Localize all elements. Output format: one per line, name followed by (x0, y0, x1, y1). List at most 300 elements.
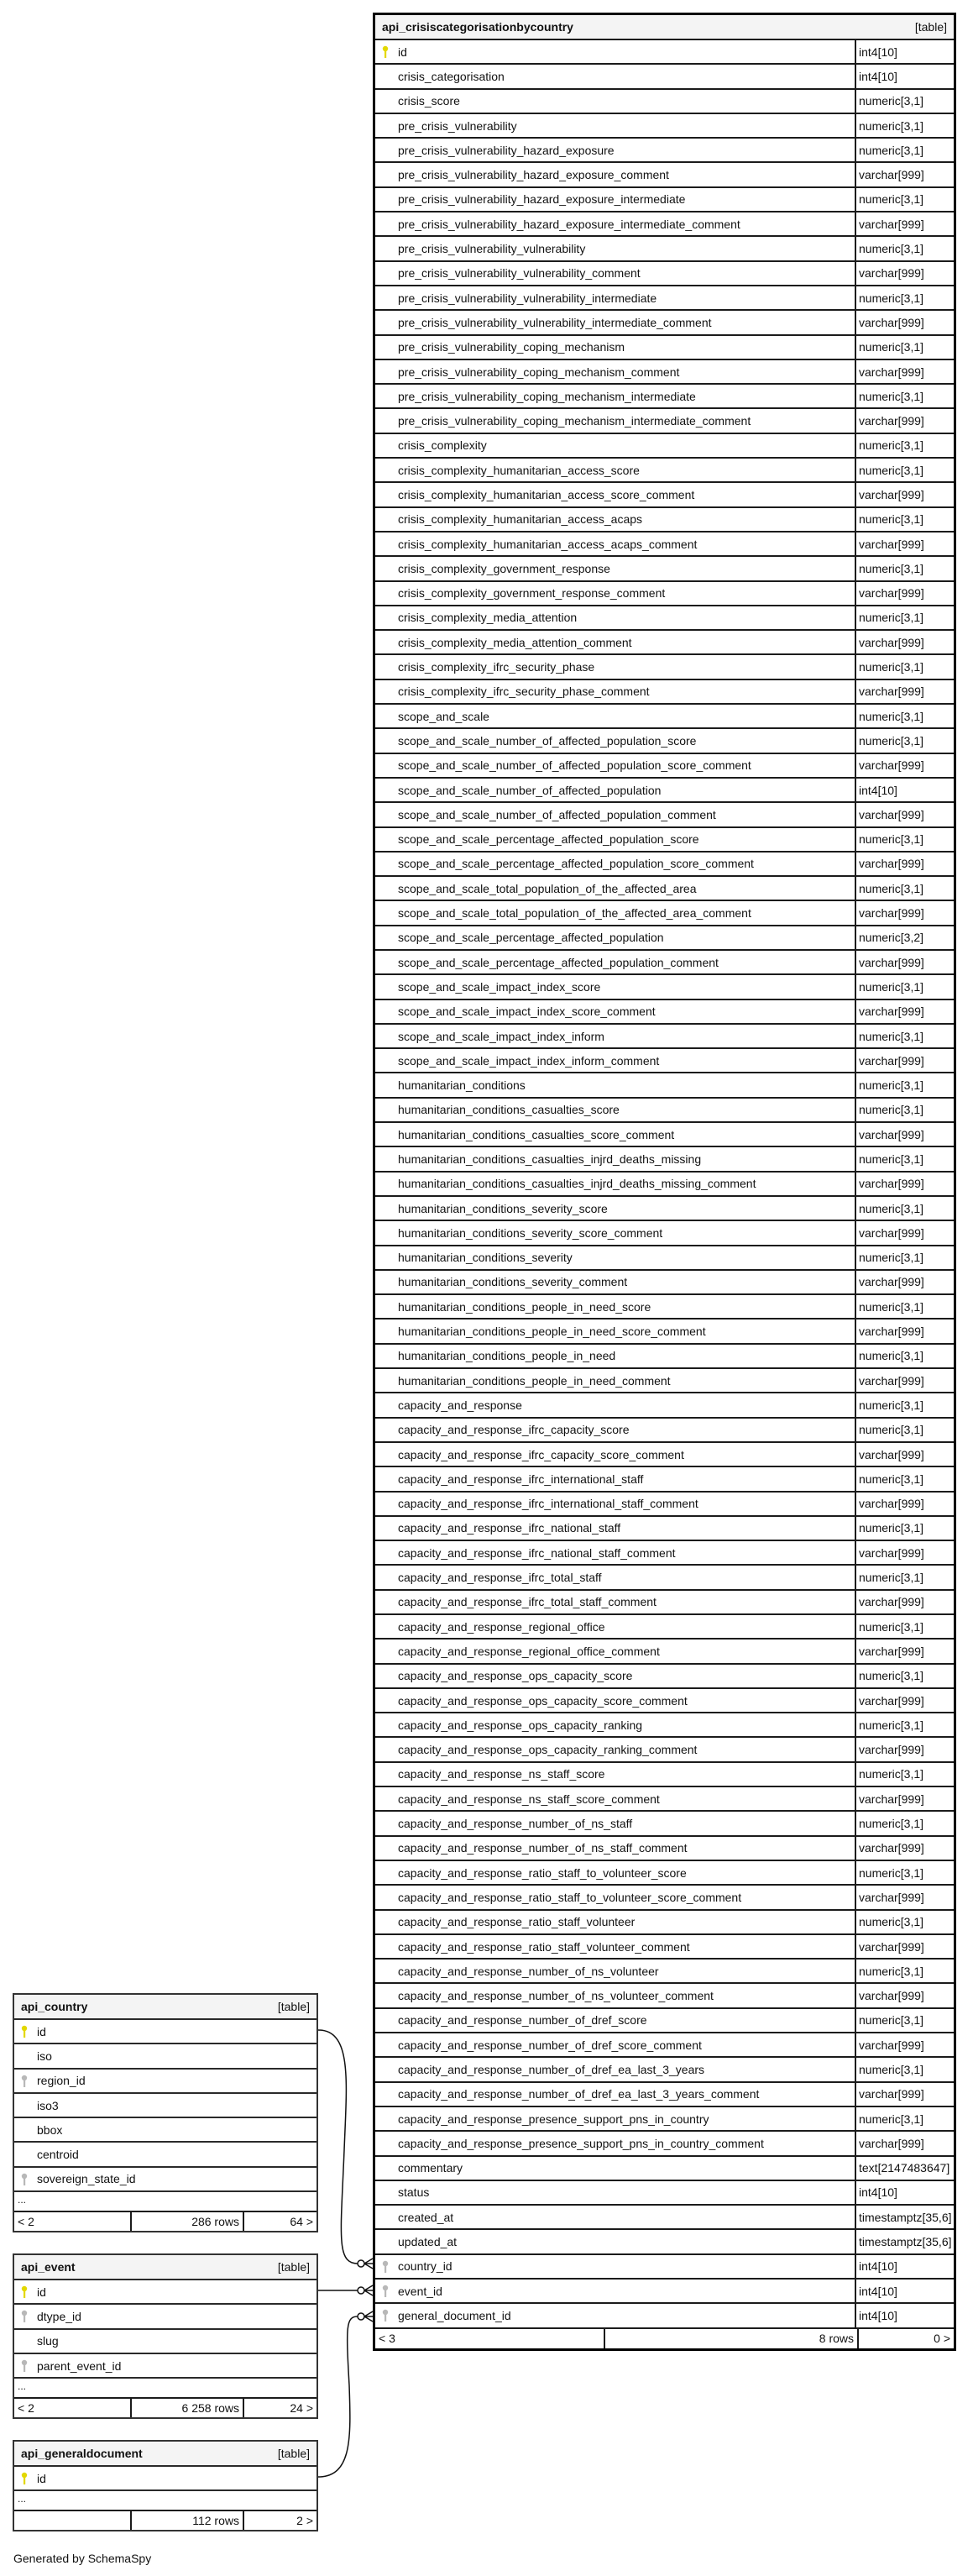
column-row[interactable] (14, 2303, 316, 2327)
column-name: scope_and_scale_impact_index_score (398, 979, 601, 994)
children-count[interactable]: 2 > (243, 2511, 316, 2530)
table-kind: [table] (277, 2000, 310, 2013)
column-name: pre_crisis_vulnerability_coping_mechanism (398, 340, 625, 354)
column-name: pre_crisis_vulnerability_hazard_exposure_intermediate_comment (398, 217, 740, 231)
more-columns[interactable]: ... (14, 2489, 316, 2510)
column-type: varchar[999] (855, 212, 954, 235)
column-name: scope_and_scale_percentage_affected_population_score_comment (398, 857, 754, 871)
children-count[interactable]: 0 > (857, 2329, 954, 2348)
column-name: capacity_and_response_number_of_ns_volunteer (398, 1964, 659, 1978)
column-row[interactable] (375, 1343, 954, 1367)
column-type: varchar[999] (855, 1738, 954, 1760)
column-name: crisis_complexity_government_response (398, 561, 610, 575)
column-row[interactable] (375, 63, 954, 87)
column-row[interactable] (375, 605, 954, 629)
column-type: varchar[999] (855, 1886, 954, 1908)
column-name: sovereign_state_id (37, 2172, 136, 2186)
column-name: capacity_and_response_presence_support_pns_in_country_comment (398, 2136, 764, 2150)
column-type: varchar[999] (855, 1689, 954, 1712)
table-name[interactable]: api_event (21, 2260, 76, 2274)
column-name: capacity_and_response_number_of_ns_staff (398, 1817, 633, 1831)
column-name: pre_crisis_vulnerability_coping_mechanism_intermediate_comment (398, 414, 751, 428)
column-name: capacity_and_response_ops_capacity_score (398, 1669, 633, 1683)
column-name: pre_crisis_vulnerability_hazard_exposure_comment (398, 168, 669, 182)
column-type: numeric[3,1] (855, 1073, 954, 1096)
column-name: capacity_and_response_number_of_dref_score (398, 2013, 647, 2028)
column-type: numeric[3,1] (855, 1099, 954, 1121)
column-row[interactable] (375, 1392, 954, 1416)
column-row[interactable] (375, 1023, 954, 1047)
column-row[interactable] (375, 88, 954, 113)
table-kind: [table] (277, 2447, 310, 2460)
column-row[interactable] (375, 2302, 954, 2327)
children-count[interactable]: 24 > (243, 2399, 316, 2417)
column-row[interactable] (375, 1220, 954, 1244)
column-type: varchar[999] (855, 360, 954, 383)
column-row[interactable] (375, 727, 954, 752)
column-type: varchar[999] (855, 582, 954, 605)
foreign-key-icon (21, 2359, 28, 2373)
column-row[interactable] (375, 161, 954, 186)
column-type: numeric[3,1] (855, 286, 954, 309)
column-name: scope_and_scale_total_population_of_the_affected_area (398, 881, 697, 895)
column-row[interactable] (375, 137, 954, 161)
table-api-crisiscategorisationbycountry[interactable] (373, 13, 956, 2351)
column-type: numeric[3,1] (855, 1246, 954, 1269)
column-row[interactable] (375, 2032, 954, 2056)
column-row[interactable] (375, 383, 954, 407)
column-row[interactable] (375, 1909, 954, 1933)
column-name: capacity_and_response_number_of_ns_volunteer_comment (398, 1989, 714, 2003)
column-row[interactable] (375, 1663, 954, 1687)
column-type: int4[10] (855, 2181, 954, 2204)
column-type: varchar[999] (855, 1935, 954, 1958)
column-row[interactable] (375, 1540, 954, 1564)
column-row[interactable] (375, 2278, 954, 2302)
column-row[interactable] (375, 1613, 954, 1638)
column-type: varchar[999] (855, 951, 954, 973)
column-name: pre_crisis_vulnerability_coping_mechanism_comment (398, 365, 680, 379)
column-row[interactable] (375, 949, 954, 973)
column-type: varchar[999] (855, 1049, 954, 1072)
parents-count[interactable]: < 2 (18, 2401, 34, 2416)
column-type: numeric[3,1] (855, 705, 954, 727)
column-name: crisis_categorisation (398, 69, 505, 83)
column-row[interactable] (375, 1835, 954, 1860)
parents-count[interactable]: < 2 (18, 2215, 34, 2229)
column-type: numeric[3,1] (855, 557, 954, 580)
column-type: numeric[3,1] (855, 385, 954, 407)
table-name[interactable]: api_country (21, 2000, 88, 2013)
column-row[interactable] (375, 1318, 954, 1342)
column-name: crisis_complexity_media_attention (398, 611, 578, 625)
column-type: varchar[999] (855, 803, 954, 826)
column-row[interactable] (375, 407, 954, 432)
column-name: capacity_and_response_ratio_staff_volunteer_comment (398, 1939, 690, 1954)
column-name: capacity_and_response_ifrc_international_staff_comment (398, 1497, 698, 1511)
column-row[interactable] (375, 801, 954, 826)
column-name: created_at (398, 2210, 454, 2224)
column-row[interactable] (375, 433, 954, 457)
column-name: scope_and_scale_total_population_of_the_affected_area_comment (398, 906, 751, 921)
column-name: event_id (398, 2284, 442, 2298)
column-row[interactable] (375, 235, 954, 260)
column-name: crisis_complexity_ifrc_security_phase_comment (398, 685, 650, 699)
column-row[interactable] (375, 2106, 954, 2130)
column-row[interactable] (375, 653, 954, 678)
column-name: capacity_and_response_ns_staff_score_comment (398, 1792, 660, 1806)
column-row[interactable] (375, 1884, 954, 1908)
column-row[interactable] (375, 1047, 954, 1072)
column-name: humanitarian_conditions_casualties_score_comment (398, 1127, 675, 1141)
table-kind: [table] (277, 2260, 310, 2274)
column-row[interactable] (375, 1269, 954, 1293)
foreign-key-icon (21, 2173, 28, 2186)
column-name: capacity_and_response_number_of_dref_score_comment (398, 2038, 702, 2052)
column-type: varchar[999] (855, 311, 954, 333)
column-type: varchar[999] (855, 754, 954, 777)
column-type: varchar[999] (855, 262, 954, 285)
column-row[interactable] (375, 925, 954, 949)
column-row[interactable] (375, 2253, 954, 2278)
column-row[interactable] (375, 2228, 954, 2253)
primary-key-icon (21, 2025, 28, 2038)
column-type: int4[10] (855, 2304, 954, 2327)
column-name: crisis_complexity_humanitarian_access_acaps_comment (398, 537, 698, 551)
column-name: iso3 (37, 2098, 59, 2112)
column-type: numeric[3,1] (855, 729, 954, 752)
column-name: iso (37, 2049, 52, 2063)
table-header[interactable] (14, 2255, 316, 2279)
column-row[interactable] (375, 1245, 954, 1269)
column-row[interactable] (375, 1786, 954, 1810)
column-row[interactable] (375, 1589, 954, 1613)
column-name: capacity_and_response_ratio_staff_to_volunteer_score (398, 1865, 687, 1880)
column-name: scope_and_scale_number_of_affected_population_score_comment (398, 758, 751, 773)
column-type: numeric[3,1] (855, 1861, 954, 1884)
column-row[interactable] (375, 999, 954, 1023)
column-row[interactable] (375, 285, 954, 309)
primary-key-icon (21, 2472, 28, 2485)
column-row[interactable] (14, 2279, 316, 2303)
column-name: crisis_complexity_government_response_comment (398, 586, 666, 601)
column-type: varchar[999] (855, 1591, 954, 1613)
table-header[interactable] (14, 2442, 316, 2465)
crowfoot-icon (364, 2285, 373, 2295)
table-kind: [table] (914, 20, 947, 34)
column-type: numeric[3,1] (855, 508, 954, 531)
row-count: 6 258 rows (130, 2399, 243, 2417)
column-row[interactable] (375, 260, 954, 285)
column-name: humanitarian_conditions_people_in_need_comment (398, 1373, 671, 1388)
column-row[interactable] (14, 2117, 316, 2141)
column-type: varchar[999] (855, 1271, 954, 1293)
column-row[interactable] (375, 1761, 954, 1786)
column-row[interactable] (375, 1171, 954, 1195)
column-name: status (398, 2185, 430, 2200)
more-columns[interactable]: ... (14, 2377, 316, 2397)
column-name: capacity_and_response_ns_staff_score (398, 1767, 605, 1781)
column-type: varchar[999] (855, 1221, 954, 1244)
column-row[interactable] (375, 1466, 954, 1490)
column-type: varchar[999] (855, 1369, 954, 1392)
column-row[interactable] (375, 457, 954, 481)
column-name: capacity_and_response_ratio_staff_volunteer (398, 1915, 636, 1929)
column-name: scope_and_scale_percentage_affected_population (398, 931, 664, 945)
column-name: humanitarian_conditions_people_in_need_score (398, 1299, 651, 1314)
column-row[interactable] (375, 679, 954, 703)
link-generaldocument-id[interactable] (318, 2316, 358, 2477)
column-name: humanitarian_conditions (398, 1078, 526, 1093)
column-type: numeric[3,1] (855, 1467, 954, 1490)
column-type: numeric[3,1] (855, 114, 954, 137)
column-name: crisis_complexity_ifrc_security_phase (398, 660, 595, 674)
column-row[interactable] (375, 1810, 954, 1834)
column-name: capacity_and_response_number_of_ns_staff_comment (398, 1841, 688, 1855)
column-row[interactable] (14, 2353, 316, 2377)
optional-circle-icon (358, 2287, 364, 2294)
column-name: capacity_and_response_ifrc_capacity_score (398, 1423, 630, 1437)
column-type: numeric[3,1] (855, 336, 954, 359)
crowfoot-icon (364, 2259, 373, 2269)
column-type: numeric[3,2] (855, 926, 954, 949)
column-row[interactable] (375, 1195, 954, 1220)
column-name: bbox (37, 2122, 63, 2137)
column-name: id (398, 45, 407, 59)
column-row[interactable] (375, 629, 954, 653)
table-header[interactable] (375, 15, 954, 39)
table-api-country[interactable] (13, 1993, 318, 2232)
column-type: text[2147483647] (855, 2157, 954, 2180)
primary-key-icon (382, 45, 389, 59)
column-row[interactable] (375, 1515, 954, 1540)
column-name: scope_and_scale (398, 709, 489, 723)
column-row[interactable] (375, 900, 954, 924)
column-name: id (37, 2024, 46, 2038)
column-type: numeric[3,1] (855, 1615, 954, 1638)
column-row[interactable] (375, 186, 954, 211)
column-row[interactable] (375, 875, 954, 900)
foreign-key-icon (382, 2260, 389, 2274)
column-type: numeric[3,1] (855, 237, 954, 260)
column-row[interactable] (14, 2018, 316, 2043)
column-type: numeric[3,1] (855, 1419, 954, 1441)
column-name: id (37, 2471, 46, 2485)
column-type: varchar[999] (855, 1123, 954, 1146)
column-row[interactable] (375, 1146, 954, 1170)
column-row[interactable] (375, 1417, 954, 1441)
column-row[interactable] (14, 2092, 316, 2117)
column-name: country_id (398, 2259, 452, 2274)
column-name: parent_event_id (37, 2358, 122, 2373)
column-type: varchar[999] (855, 2033, 954, 2056)
column-row[interactable] (375, 39, 954, 63)
column-type: numeric[3,1] (855, 1713, 954, 1736)
column-row[interactable] (375, 580, 954, 605)
column-type: varchar[999] (855, 483, 954, 506)
column-row[interactable] (375, 1367, 954, 1392)
column-row[interactable] (375, 2007, 954, 2032)
column-name: capacity_and_response_ops_capacity_ranking_comment (398, 1743, 698, 1757)
column-name: capacity_and_response_regional_office_comment (398, 1644, 660, 1658)
column-row[interactable] (375, 113, 954, 137)
column-name: crisis_complexity_humanitarian_access_score_comment (398, 487, 695, 501)
column-row[interactable] (375, 1958, 954, 1982)
column-type: numeric[3,1] (855, 1345, 954, 1367)
column-type: numeric[3,1] (855, 139, 954, 161)
column-row[interactable] (375, 2081, 954, 2106)
column-name: crisis_complexity_media_attention_comment (398, 635, 632, 649)
foreign-key-icon (382, 2309, 389, 2322)
column-type: int4[10] (855, 65, 954, 87)
column-name: capacity_and_response_presence_support_pns_in_country (398, 2112, 709, 2126)
column-type: numeric[3,1] (855, 655, 954, 678)
column-name: pre_crisis_vulnerability (398, 118, 517, 133)
column-type: numeric[3,1] (855, 1911, 954, 1933)
column-type: varchar[999] (855, 533, 954, 555)
column-name: capacity_and_response_ifrc_international_staff (398, 1472, 644, 1486)
column-row[interactable] (375, 2155, 954, 2180)
column-row[interactable] (375, 334, 954, 359)
optional-circle-icon (358, 2313, 364, 2320)
column-row[interactable] (375, 1712, 954, 1736)
column-type: varchar[999] (855, 1640, 954, 1662)
column-row[interactable] (14, 2465, 316, 2489)
column-name: dtype_id (37, 2309, 81, 2323)
column-row[interactable] (375, 1072, 954, 1096)
column-row[interactable] (14, 2141, 316, 2165)
column-row[interactable] (375, 211, 954, 235)
column-name: scope_and_scale_number_of_affected_population_comment (398, 807, 716, 821)
column-name: capacity_and_response_ops_capacity_ranking (398, 1718, 643, 1732)
column-name: pre_crisis_vulnerability_vulnerability_intermediate (398, 291, 657, 305)
column-row[interactable] (375, 481, 954, 506)
column-type: numeric[3,1] (855, 1517, 954, 1540)
column-name: capacity_and_response_regional_office (398, 1619, 605, 1634)
row-count: 8 rows (604, 2329, 857, 2348)
column-row[interactable] (375, 2130, 954, 2154)
column-type: numeric[3,1] (855, 434, 954, 457)
column-type: timestamptz[35,6] (855, 2230, 954, 2253)
column-type: varchar[999] (855, 1787, 954, 1810)
column-type: numeric[3,1] (855, 975, 954, 998)
children-count[interactable]: 64 > (243, 2212, 316, 2231)
column-type: numeric[3,1] (855, 877, 954, 900)
table-api-generaldocument[interactable] (13, 2440, 318, 2531)
column-row[interactable] (375, 506, 954, 531)
column-row[interactable] (375, 1933, 954, 1958)
column-type: varchar[999] (855, 1984, 954, 2007)
parents-count[interactable]: < 3 (379, 2332, 395, 2346)
link-country-id[interactable] (318, 2030, 358, 2264)
column-name: humanitarian_conditions_severity_comment (398, 1275, 628, 1289)
column-row[interactable] (375, 826, 954, 851)
column-row[interactable] (375, 1564, 954, 1588)
column-row[interactable] (375, 703, 954, 727)
column-name: crisis_complexity_humanitarian_access_score (398, 463, 640, 477)
column-type: varchar[999] (855, 409, 954, 432)
column-row[interactable] (375, 1441, 954, 1466)
column-row[interactable] (375, 1097, 954, 1121)
column-type: varchar[999] (855, 631, 954, 653)
column-row[interactable] (375, 359, 954, 383)
column-type: numeric[3,1] (855, 2107, 954, 2130)
column-list (375, 39, 954, 2327)
column-row[interactable] (14, 2043, 316, 2067)
column-row[interactable] (375, 753, 954, 777)
table-api-event[interactable] (13, 2253, 318, 2419)
optional-circle-icon (358, 2260, 364, 2267)
column-row[interactable] (375, 777, 954, 801)
column-name: id (37, 2285, 46, 2299)
column-row[interactable] (375, 309, 954, 333)
column-type: varchar[999] (855, 1173, 954, 1195)
column-row[interactable] (14, 2068, 316, 2092)
column-type: int4[10] (855, 2280, 954, 2302)
column-type: varchar[999] (855, 1837, 954, 1860)
column-type: varchar[999] (855, 901, 954, 924)
column-name: scope_and_scale_impact_index_inform_comment (398, 1053, 660, 1068)
parents-count[interactable] (14, 2511, 130, 2530)
column-row[interactable] (375, 1982, 954, 2007)
column-type: numeric[3,1] (855, 1147, 954, 1170)
column-row[interactable] (375, 2056, 954, 2080)
column-row[interactable] (375, 531, 954, 555)
column-row[interactable] (375, 1121, 954, 1146)
column-name: humanitarian_conditions_people_in_need (398, 1349, 616, 1363)
column-name: crisis_complexity (398, 438, 487, 453)
column-row[interactable] (375, 1687, 954, 1712)
column-name: region_id (37, 2074, 86, 2088)
column-type: varchar[999] (855, 2083, 954, 2106)
column-name: humanitarian_conditions_casualties_score (398, 1103, 620, 1117)
column-type: varchar[999] (855, 1541, 954, 1564)
table-name[interactable]: api_generaldocument (21, 2447, 143, 2460)
column-row[interactable] (375, 2204, 954, 2228)
column-row[interactable] (375, 851, 954, 875)
more-columns[interactable]: ... (14, 2190, 316, 2211)
column-name: capacity_and_response_ifrc_capacity_score_comment (398, 1447, 684, 1461)
column-row[interactable] (375, 1293, 954, 1318)
table-footer (14, 2397, 316, 2417)
column-row[interactable] (375, 1638, 954, 1662)
column-name: pre_crisis_vulnerability_hazard_exposure_intermediate (398, 192, 686, 207)
column-name: scope_and_scale_impact_index_score_comment (398, 1005, 656, 1019)
column-row[interactable] (14, 2166, 316, 2190)
table-name[interactable]: api_crisiscategorisationbycountry (382, 20, 573, 34)
column-type: numeric[3,1] (855, 1960, 954, 1982)
column-type: numeric[3,1] (855, 459, 954, 481)
column-row[interactable] (375, 1491, 954, 1515)
column-name: humanitarian_conditions_casualties_injrd_deaths_missing_comment (398, 1177, 756, 1191)
column-row[interactable] (375, 2180, 954, 2204)
column-type: numeric[3,1] (855, 606, 954, 629)
column-row[interactable] (375, 973, 954, 998)
column-name: humanitarian_conditions_severity (398, 1251, 573, 1265)
column-row[interactable] (375, 555, 954, 580)
column-name: pre_crisis_vulnerability_hazard_exposure (398, 143, 615, 157)
table-header[interactable] (14, 1995, 316, 2018)
column-row[interactable] (375, 1860, 954, 1884)
row-count: 286 rows (130, 2212, 243, 2231)
column-row[interactable] (375, 1736, 954, 1760)
column-type: numeric[3,1] (855, 90, 954, 113)
column-row[interactable] (14, 2328, 316, 2353)
foreign-key-icon (21, 2310, 28, 2323)
column-name: pre_crisis_vulnerability_vulnerability_intermediate_comment (398, 315, 712, 329)
column-type: int4[10] (855, 779, 954, 801)
column-type: numeric[3,1] (855, 2009, 954, 2032)
